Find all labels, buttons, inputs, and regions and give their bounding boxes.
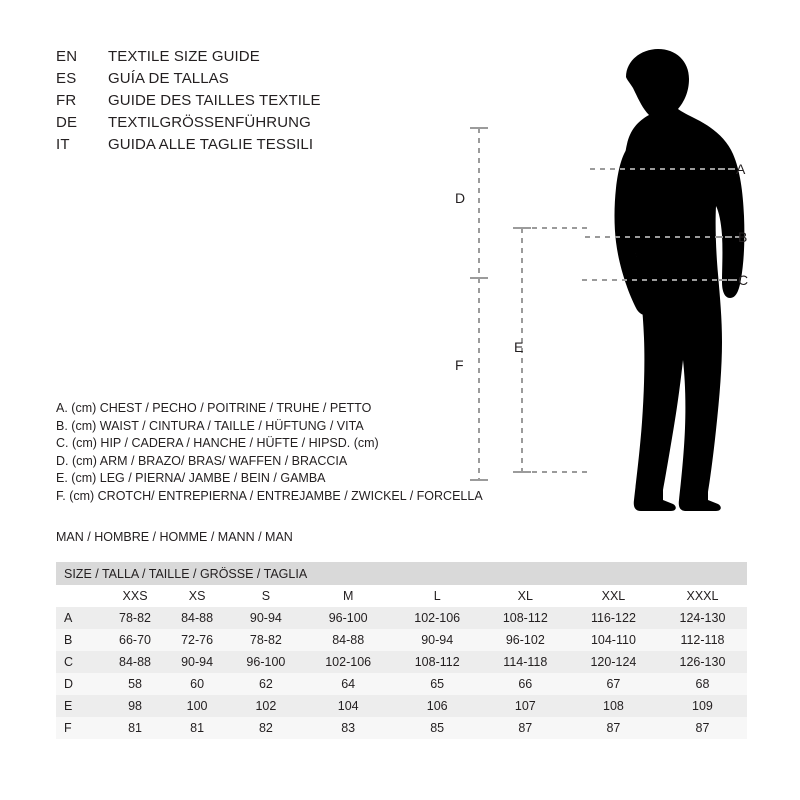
title-text-fr: GUIDE DES TAILLES TEXTILE [108, 92, 321, 109]
table-header-label: SIZE / TALLA / TAILLE / GRÖSSE / TAGLIA [56, 562, 747, 585]
legend-item-c: C. (cm) HIP / CADERA / HANCHE / HÜFTE / HIPSD. (cm) [56, 436, 379, 450]
title-lang-es: ES [56, 70, 77, 87]
size-table-body [56, 607, 747, 739]
cell-c-xl: 114-118 [482, 651, 569, 673]
cell-e-xxs: 98 [104, 695, 166, 717]
cell-e-xs: 100 [166, 695, 228, 717]
column-header-xxs: XXS [122, 589, 148, 603]
callout-label-a: A [736, 161, 746, 177]
body-measurement-diagram [430, 30, 770, 540]
dimension-d-arm [470, 128, 488, 278]
cell-a-xxl: 116-122 [569, 607, 658, 629]
cell-a-m: 96-100 [304, 607, 393, 629]
callout-label-e: E [514, 339, 524, 355]
cell-d-l: 65 [393, 673, 482, 695]
cell-c-xs: 90-94 [166, 651, 228, 673]
row-label-a: A [56, 607, 104, 629]
cell-e-m: 104 [304, 695, 393, 717]
legend-item-d: D. (cm) ARM / BRAZO/ BRAS/ WAFFEN / BRACCIA [56, 453, 348, 468]
cell-b-xxxl: 112-118 [658, 629, 747, 651]
row-label-b: B [56, 629, 104, 651]
table-row [56, 695, 747, 717]
column-header-xxl: XXL [601, 589, 626, 603]
cell-f-m: 83 [304, 717, 393, 739]
column-header-m: M [342, 589, 354, 603]
cell-f-xxl: 87 [569, 717, 658, 739]
cell-e-l: 106 [393, 695, 482, 717]
legend-item-f: F. (cm) CROTCH/ ENTREPIERNA / ENTREJAMBE / ZWICKEL / FORCELLA [56, 488, 483, 503]
cell-f-l: 85 [393, 717, 482, 739]
cell-c-xxl: 120-124 [569, 651, 658, 673]
gender-label: MAN / HOMBRE / HOMME / MANN / MAN [56, 530, 293, 544]
column-header-l: L [433, 589, 441, 603]
size-table [56, 562, 747, 739]
cell-e-s: 102 [228, 695, 304, 717]
title-text-en: TEXTILE SIZE GUIDE [108, 48, 260, 65]
cell-c-m: 102-106 [304, 651, 393, 673]
cell-f-xxxl: 87 [658, 717, 747, 739]
cell-a-s: 90-94 [228, 607, 304, 629]
cell-f-xs: 81 [166, 717, 228, 739]
cell-a-xxxl: 124-130 [658, 607, 747, 629]
cell-a-xs: 84-88 [166, 607, 228, 629]
cell-d-m: 64 [304, 673, 393, 695]
table-row [56, 629, 747, 651]
row-label-d: D [56, 673, 104, 695]
cell-d-xxs: 58 [104, 673, 166, 695]
size-table-head [56, 562, 747, 607]
title-row-it [56, 136, 476, 158]
cell-c-l: 108-112 [393, 651, 482, 673]
cell-c-xxxl: 126-130 [658, 651, 747, 673]
column-header-xxxl: XXXL [686, 589, 719, 603]
title-text-it: GUIDA ALLE TAGLIE TESSILI [108, 136, 314, 153]
title-text-es: GUÍA DE TALLAS [108, 70, 229, 87]
legend-item-e: E. (cm) LEG / PIERNA/ JAMBE / BEIN / GAMBA [56, 471, 326, 485]
cell-b-xl: 96-102 [482, 629, 569, 651]
callout-label-b: B [738, 229, 748, 245]
cell-c-s: 96-100 [228, 651, 304, 673]
cell-a-xl: 108-112 [482, 607, 569, 629]
dimension-e-leg [513, 228, 590, 472]
row-label-f: F [56, 717, 104, 739]
cell-b-l: 90-94 [393, 629, 482, 651]
table-row [56, 607, 747, 629]
title-row-de [56, 114, 476, 136]
cell-e-xxl: 108 [569, 695, 658, 717]
row-label-c: C [56, 651, 104, 673]
cell-a-xxs: 78-82 [104, 607, 166, 629]
column-header-xs: XS [188, 589, 206, 603]
cell-b-s: 78-82 [228, 629, 304, 651]
cell-d-xl: 66 [482, 673, 569, 695]
callout-label-f: F [455, 357, 464, 373]
row-label-e: E [56, 695, 104, 717]
column-header-s: S [261, 589, 271, 603]
cell-b-xxl: 104-110 [569, 629, 658, 651]
cell-d-xxl: 67 [569, 673, 658, 695]
size-table-wrapper [56, 562, 747, 739]
title-row-en [56, 48, 476, 70]
cell-d-xxxl: 68 [658, 673, 747, 695]
callout-label-c: C [738, 272, 749, 288]
cell-f-xl: 87 [482, 717, 569, 739]
title-lang-fr: FR [56, 92, 77, 109]
column-header-xl: XL [517, 589, 533, 603]
cell-d-s: 62 [228, 673, 304, 695]
table-row [56, 673, 747, 695]
table-row [56, 717, 747, 739]
table-column-row [56, 585, 747, 607]
callout-label-d: D [455, 190, 466, 206]
title-lang-it: IT [56, 136, 70, 153]
title-row-fr [56, 92, 476, 114]
cell-f-xxs: 81 [104, 717, 166, 739]
cell-d-xs: 60 [166, 673, 228, 695]
title-lang-en: EN [56, 48, 78, 65]
cell-e-xl: 107 [482, 695, 569, 717]
cell-c-xxs: 84-88 [104, 651, 166, 673]
title-lang-de: DE [56, 114, 78, 131]
cell-e-xxxl: 109 [658, 695, 747, 717]
title-block [56, 48, 476, 158]
title-row-es [56, 70, 476, 92]
title-text-de: TEXTILGRÖSSENFÜHRUNG [108, 114, 311, 131]
cell-b-xs: 72-76 [166, 629, 228, 651]
cell-a-l: 102-106 [393, 607, 482, 629]
legend-item-a: A. (cm) CHEST / PECHO / POITRINE / TRUHE / PETTO [56, 401, 372, 415]
cell-b-xxs: 66-70 [104, 629, 166, 651]
table-row [56, 651, 747, 673]
cell-f-s: 82 [228, 717, 304, 739]
cell-b-m: 84-88 [304, 629, 393, 651]
legend-item-b: B. (cm) WAIST / CINTURA / TAILLE / HÜFTUNG / VITA [56, 418, 364, 433]
column-corner [56, 585, 104, 607]
dimension-f-crotch [470, 278, 488, 480]
table-header-row [56, 562, 747, 585]
